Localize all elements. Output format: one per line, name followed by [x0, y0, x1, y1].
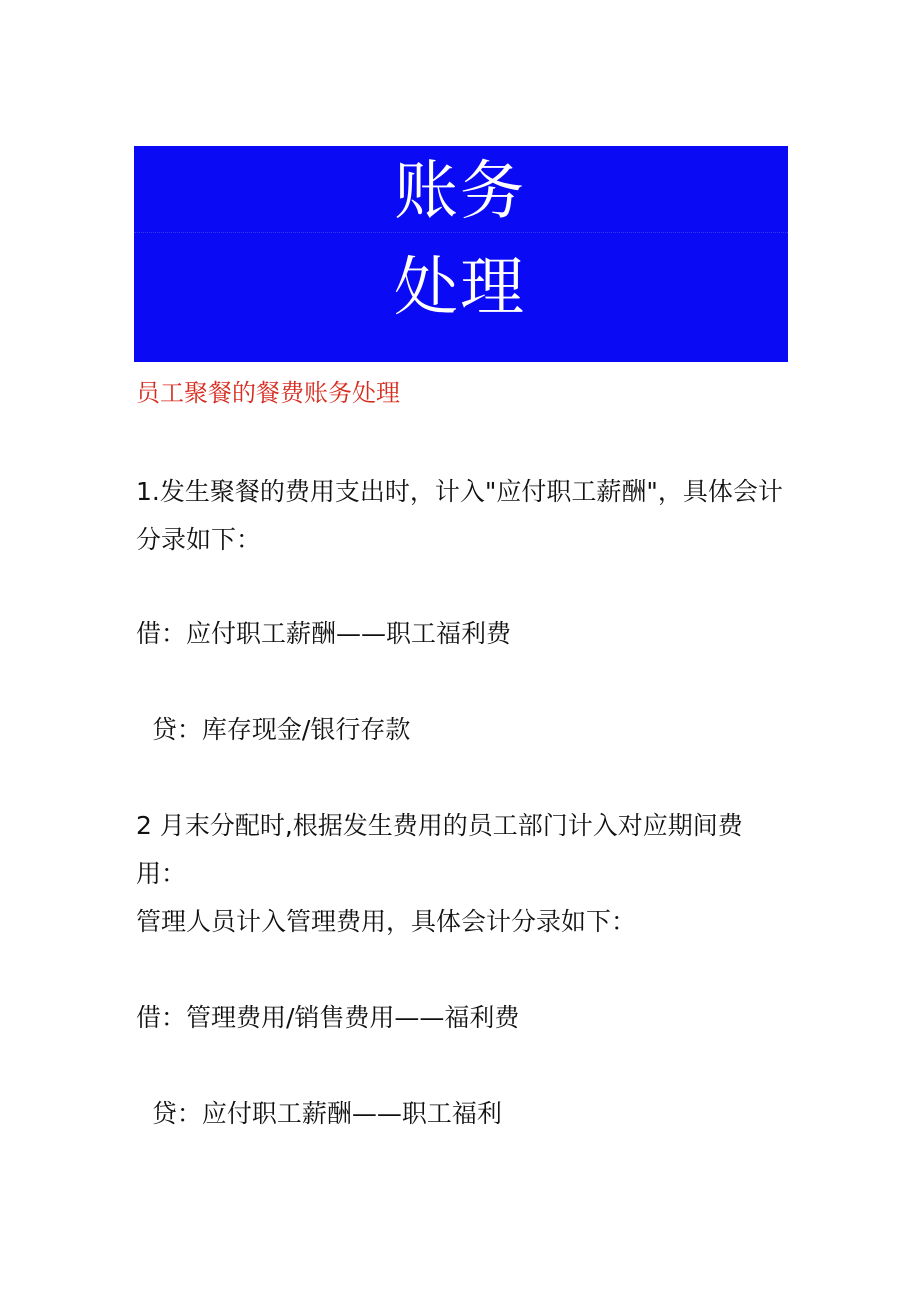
paragraph-debit-entry-2: 借：管理费用/销售费用——福利费: [136, 1003, 520, 1032]
paragraph-step-2: 2 月末分配时,根据发生费用的员工部门计入对应期间费用：: [136, 811, 743, 888]
paragraph-debit-entry-1: 借：应付职工薪酬——职工福利费: [136, 619, 512, 648]
banner-divider: [134, 232, 788, 233]
section-subtitle: 员工聚餐的餐费账务处理: [136, 379, 400, 407]
paragraph-step-1: 1.发生聚餐的费用支出时，计入"应付职工薪酬"，具体会计分录如下：: [136, 477, 783, 554]
paragraph-credit-entry-2: 贷：应付职工薪酬——职工福利: [136, 1099, 502, 1128]
banner-title-line-1: 账务: [394, 155, 526, 229]
paragraph-management-note: 管理人员计入管理费用，具体会计分录如下：: [136, 907, 637, 936]
paragraph-credit-entry-1: 贷：库存现金/银行存款: [136, 715, 411, 744]
banner-title-line-2: 处理: [394, 251, 526, 325]
